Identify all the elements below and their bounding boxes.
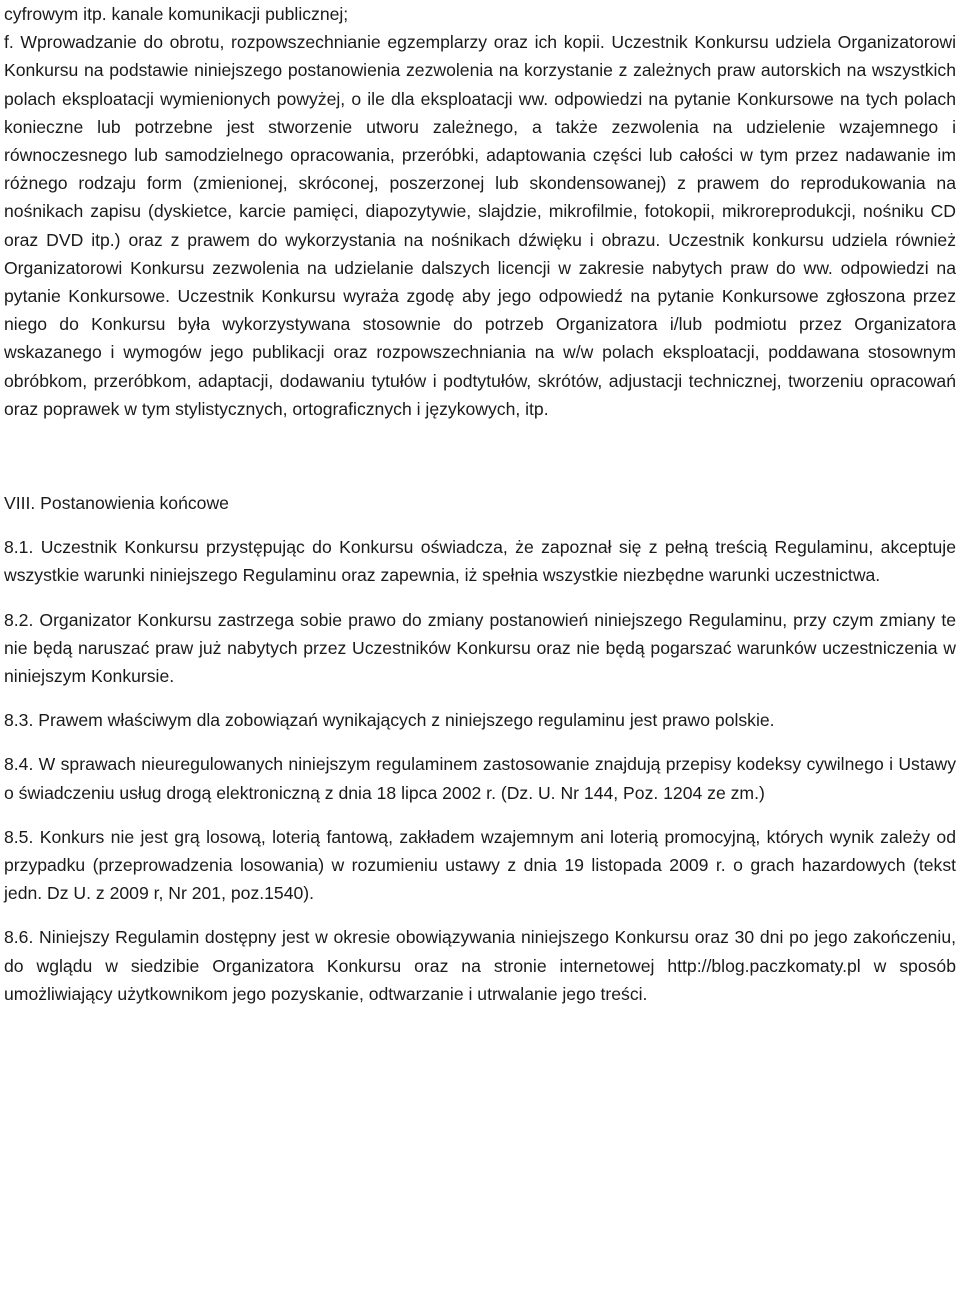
section-spacer [4,423,956,489]
clause-8-2: 8.2. Organizator Konkursu zastrzega sobie prawo do zmiany postanowień niniejszego Regulaminu, przy czym zmiany te nie będą naruszać praw już nabytych przez Uczestników Konkursu oraz nie będą pogarszać warunków uczestniczenia w niniejszym Konkursie. [4,609,956,687]
clause-8-6: 8.6. Niniejszy Regulamin dostępny jest w okresie obowiązywania niniejszego Konkursu oraz 30 dni po jego zakończeniu, do wglądu w siedzibie Organizatora Konkursu oraz na stronie internetowej http://blog.paczkomaty.pl w sposób umożliwiający użytkownikom jego pozyskanie, odtwarzanie i utrwalanie jego treści. [4,927,956,1004]
paragraph-f: f. Wprowadzanie do obrotu, rozpowszechnianie egzemplarzy oraz ich kopii. Uczestnik Konkursu udziela Organizatorowi Konkursu na podstawie niniejszego postanowienia zezwolenia na korzystanie z zależnych praw autorskich na wszystkich polach eksploatacji wymienionych powyżej, o ile dla eksploatacji ww. odpowiedzi na pytanie Konkursowe na tych polach konieczne lub potrzebne jest stworzenie utworu zależnego, a także zezwolenia na udzielenie wzajemnego i równoczesnego lub samodzielnego opracowania, przeróbki, adaptowania części lub całości w tym przez nadawanie im różnego rodzaju form (zmienionej, skróconej, poszerzonej lub skondensowanej) z prawem do reprodukowania na nośnikach zapisu (dyskietce, karcie pamięci, diapozytywie, slajdzie, mikrofilmie, fotokopii, mikroreprodukcji, nośniku CD oraz DVD itp.) oraz z prawem do wykorzystania na nośnikach dźwięku i obrazu. Uczestnik konkursu udziela również Organizatorowi Konkursu zezwolenia na udzielanie dalszych licencji w zakresie nabytych praw do ww. odpowiedzi na pytanie Konkursowe. Uczestnik Konkursu wyraża zgodę aby jego odpowiedź na pytanie Konkursowe zgłoszona przez niego do Konkursu była wykorzystywana stosownie do potrzeb Organizatora i/lub podmiotu przez Organizatora wskazanego i wymogów jego publikacji oraz rozpowszechniania na w/w polach eksploatacji, poddawana stosownym obróbkom, przeróbkom, adaptacji, dodawaniu tytułów i podtytułów, skrótów, adjustacji technicznej, tworzeniu opracowań oraz poprawek w tym stylistycznych, ortograficznych i językowych, itp. [4,32,956,419]
section-heading: VIII. Postanowienia końcowe [4,493,229,514]
clause-8-5: 8.5. Konkurs nie jest grą losową, loterią fantową, zakładem wzajemnym ani loterią promocyjną, których wynik zależy od przypadku (przeprowadzenia losowania) w rozumieniu ustawy z dnia 19 listopada 2009 r. o grach hazardowych (tekst jedn. Dz U. z 2009 r, Nr 201, poz.1540). [4,826,956,904]
clause-8-1: 8.1. Uczestnik Konkursu przystępując do Konkursu oświadcza, że zapoznał się z pełną treścią Regulaminu, akceptuje wszystkie warunki niniejszego Regulaminu oraz zapewnia, iż spełnia wszystkie niezbędne warunki uczestnictwa. [4,537,956,586]
clause-8-4: 8.4. W sprawach nieuregulowanych niniejszym regulaminem zastosowanie znajdują przepisy kodeksy cywilnego i Ustawy o świadczeniu usług drogą elektroniczną z dnia 18 lipca 2002 r. (Dz. U. Nr 144, Poz. 1204 ze zm.) [4,754,956,803]
document-page [4,0,956,1008]
clause-8-3: 8.3. Prawem właściwym dla zobowiązań wynikających z niniejszego regulaminu jest prawo polskie. [4,710,775,731]
continuation-line-e: cyfrowym itp. kanale komunikacji publicznej; [4,4,349,24]
